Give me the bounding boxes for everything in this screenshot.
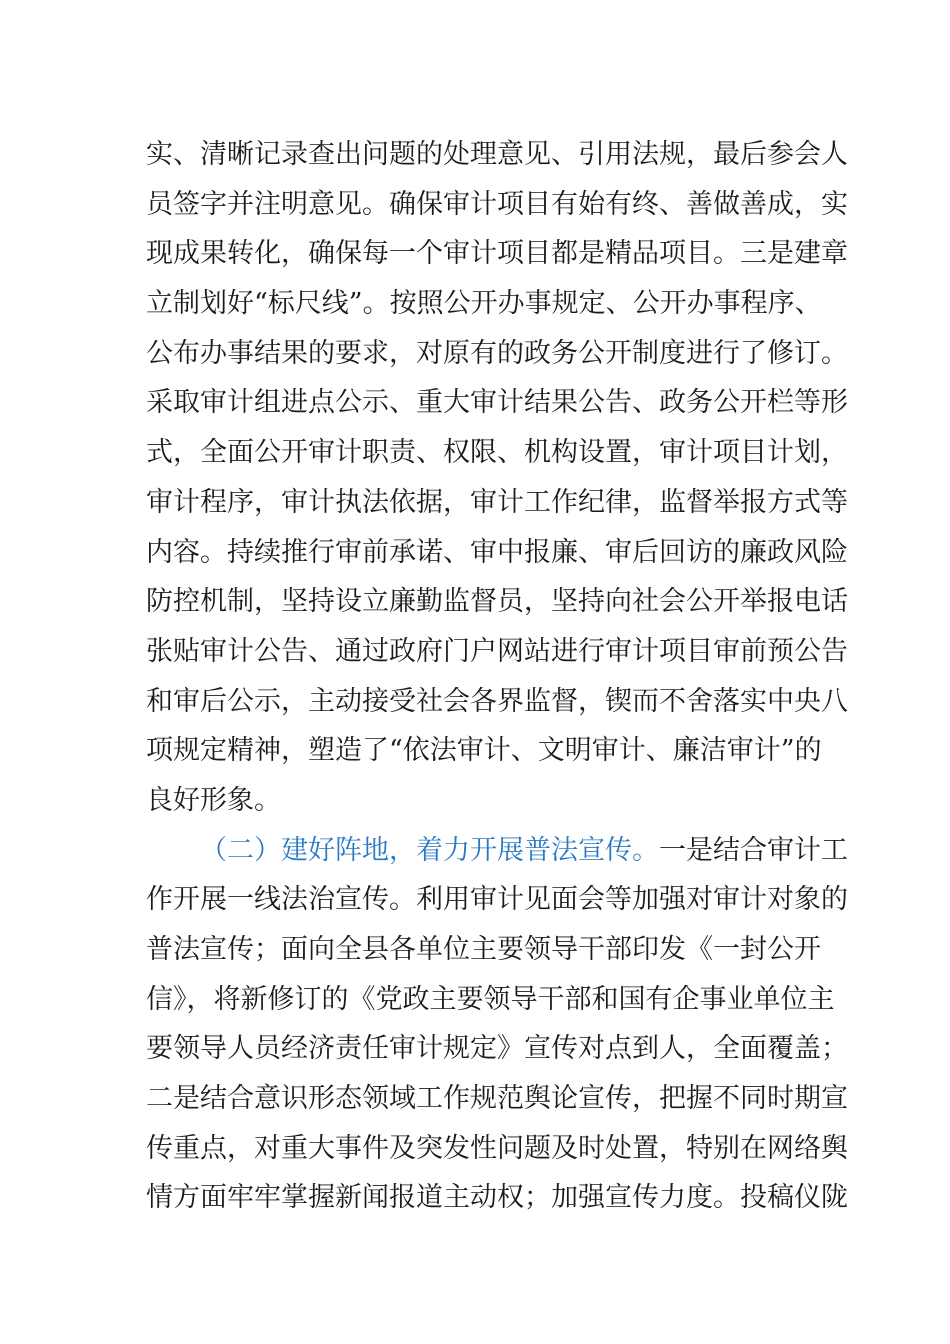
text-line: 传重点，对重大事件及突发性问题及时处置，特别在网络舆 [146,1132,848,1164]
text-line: 作开展一线法治宣传。利用审计见面会等加强对审计对象的 [146,884,848,916]
text-line: 公布办事结果的要求，对原有的政务公开制度进行了修订。 [146,337,848,369]
text-line: 普法宣传；面向全县各单位主要领导干部印发《一封公开 [146,934,821,965]
text-line: 式，全面公开审计职责、权限、机构设置，审计项目计划， [146,437,848,469]
text-line: 立制划好“标尺线”。按照公开办事规定、公开办事程序、 [146,288,822,320]
section-2-first-line-text: 一是结合审计工 [659,834,848,866]
text-line: 要领导人员经济责任审计规定》宣传对点到人，全面覆盖； [146,1033,848,1065]
text-line: 情方面牢牢掌握新闻报道主动权；加强宣传力度。投稿仪陇 [146,1182,848,1214]
text-line: 项规定精神，塑造了“依法审计、文明审计、廉洁审计”的 [146,735,822,767]
text-line: 防控机制，坚持设立廉勤监督员，坚持向社会公开举报电话 [146,586,848,618]
text-line: 张贴审计公告、通过政府门户网站进行审计项目审前预公告 [146,635,848,667]
text-line: 二是结合意识形态领域工作规范舆论宣传，把握不同时期宣 [146,1083,848,1115]
text-line: 实、清晰记录查出问题的处理意见、引用法规，最后参会人 [146,139,848,170]
text-line: 采取审计组进点公示、重大审计结果公告、政务公开栏等形 [146,387,848,419]
text-line: 信》，将新修订的《党政主要领导干部和国有企事业单位主 [146,983,835,1015]
text-line: 和审后公示，主动接受社会各界监督，锲而不舍落实中央八 [146,685,848,717]
section-2-heading: （二）建好阵地，着力开展普法宣传。 [200,834,659,866]
document-body [146,130,848,1223]
text-line: 员签字并注明意见。确保审计项目有始有终、善做善成，实 [146,188,848,220]
text-line: 审计程序，审计执法依据，审计工作纪律，监督举报方式等 [146,486,848,518]
text-line: 良好形象。 [146,784,281,816]
text-line: 内容。持续推行审前承诺、审中报廉、审后回访的廉政风险 [146,536,848,568]
text-line: 现成果转化，确保每一个审计项目都是精品项目。三是建章 [146,238,848,270]
section-2-first-line [146,826,848,876]
